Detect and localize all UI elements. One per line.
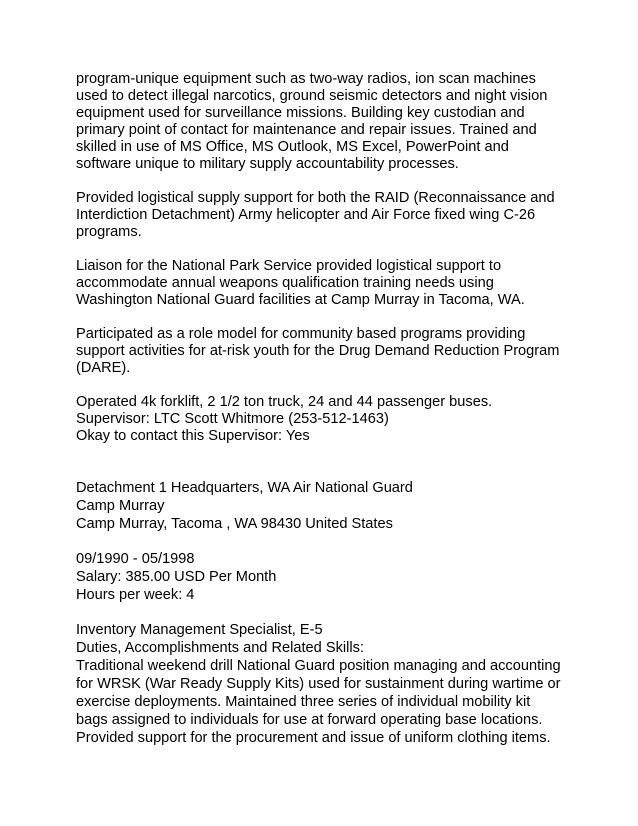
paragraph-spacer	[76, 604, 576, 621]
closing-lines	[76, 394, 576, 445]
resume-content	[76, 71, 576, 747]
text-line: Provided support for the procurement and issue of uniform clothing items.	[76, 730, 551, 746]
text-line: Provided logistical supply support for both the RAID (Reconnaissance and	[76, 190, 555, 206]
paragraph-spacer	[76, 533, 576, 550]
employment-dates: 09/1990 - 05/1998	[76, 551, 195, 567]
text-line: program-unique equipment such as two-way radios, ion scan machines	[76, 71, 536, 87]
liaison-paragraph	[76, 258, 576, 309]
text-line: programs.	[76, 224, 142, 240]
text-line: support activities for at-risk youth for the Drug Demand Reduction Program	[76, 343, 560, 359]
equipment-line: Operated 4k forklift, 2 1/2 ton truck, 24 and 44 passenger buses.	[76, 394, 493, 410]
salary: Salary: 385.00 USD Per Month	[76, 569, 277, 585]
employer-address: Camp Murray, Tacoma , WA 98430 United States	[76, 516, 393, 532]
text-line: equipment used for surveillance missions. Building key custodian and	[76, 105, 525, 121]
text-line: bags assigned to individuals for use at forward operating base locations.	[76, 712, 543, 728]
text-line: primary point of contact for maintenance and repair issues. Trained and	[76, 122, 537, 138]
paragraph-spacer	[76, 173, 576, 190]
text-line: accommodate annual weapons qualification training needs using	[76, 275, 494, 291]
text-line: software unique to military supply accountability processes.	[76, 156, 459, 172]
text-line: (DARE).	[76, 360, 131, 376]
employer-name: Detachment 1 Headquarters, WA Air National Guard	[76, 480, 413, 496]
text-line: exercise deployments. Maintained three series of individual mobility kit	[76, 694, 531, 710]
supervisor-line: Supervisor: LTC Scott Whitmore (253-512-1463)	[76, 411, 389, 427]
position-block	[76, 621, 576, 747]
hours-per-week: Hours per week: 4	[76, 587, 195, 603]
employment-details	[76, 550, 576, 604]
paragraph-spacer	[76, 309, 576, 326]
paragraph-spacer	[76, 377, 576, 394]
text-line: Interdiction Detachment) Army helicopter and Air Force fixed wing C-26	[76, 207, 536, 223]
raid-paragraph	[76, 190, 576, 241]
text-line: for WRSK (War Ready Supply Kits) used for sustainment during wartime or	[76, 676, 561, 692]
position-title: Inventory Management Specialist, E-5	[76, 622, 323, 638]
duties-paragraph	[76, 71, 576, 173]
text-line: Washington National Guard facilities at Camp Murray in Tacoma, WA.	[76, 292, 525, 308]
text-line: Liaison for the National Park Service provided logistical support to	[76, 258, 502, 274]
contact-permission-line: Okay to contact this Supervisor: Yes	[76, 428, 310, 444]
paragraph-spacer	[76, 241, 576, 258]
text-line: used to detect illegal narcotics, ground seismic detectors and night vision	[76, 88, 548, 104]
duties-heading: Duties, Accomplishments and Related Skills:	[76, 640, 364, 656]
section-spacer	[76, 445, 576, 479]
text-line: Participated as a role model for community based programs providing	[76, 326, 526, 342]
employer-location: Camp Murray	[76, 498, 165, 514]
text-line: Traditional weekend drill National Guard position managing and accounting	[76, 658, 561, 674]
employer-block	[76, 479, 576, 533]
role-model-paragraph	[76, 326, 576, 377]
text-line: skilled in use of MS Office, MS Outlook, MS Excel, PowerPoint and	[76, 139, 509, 155]
